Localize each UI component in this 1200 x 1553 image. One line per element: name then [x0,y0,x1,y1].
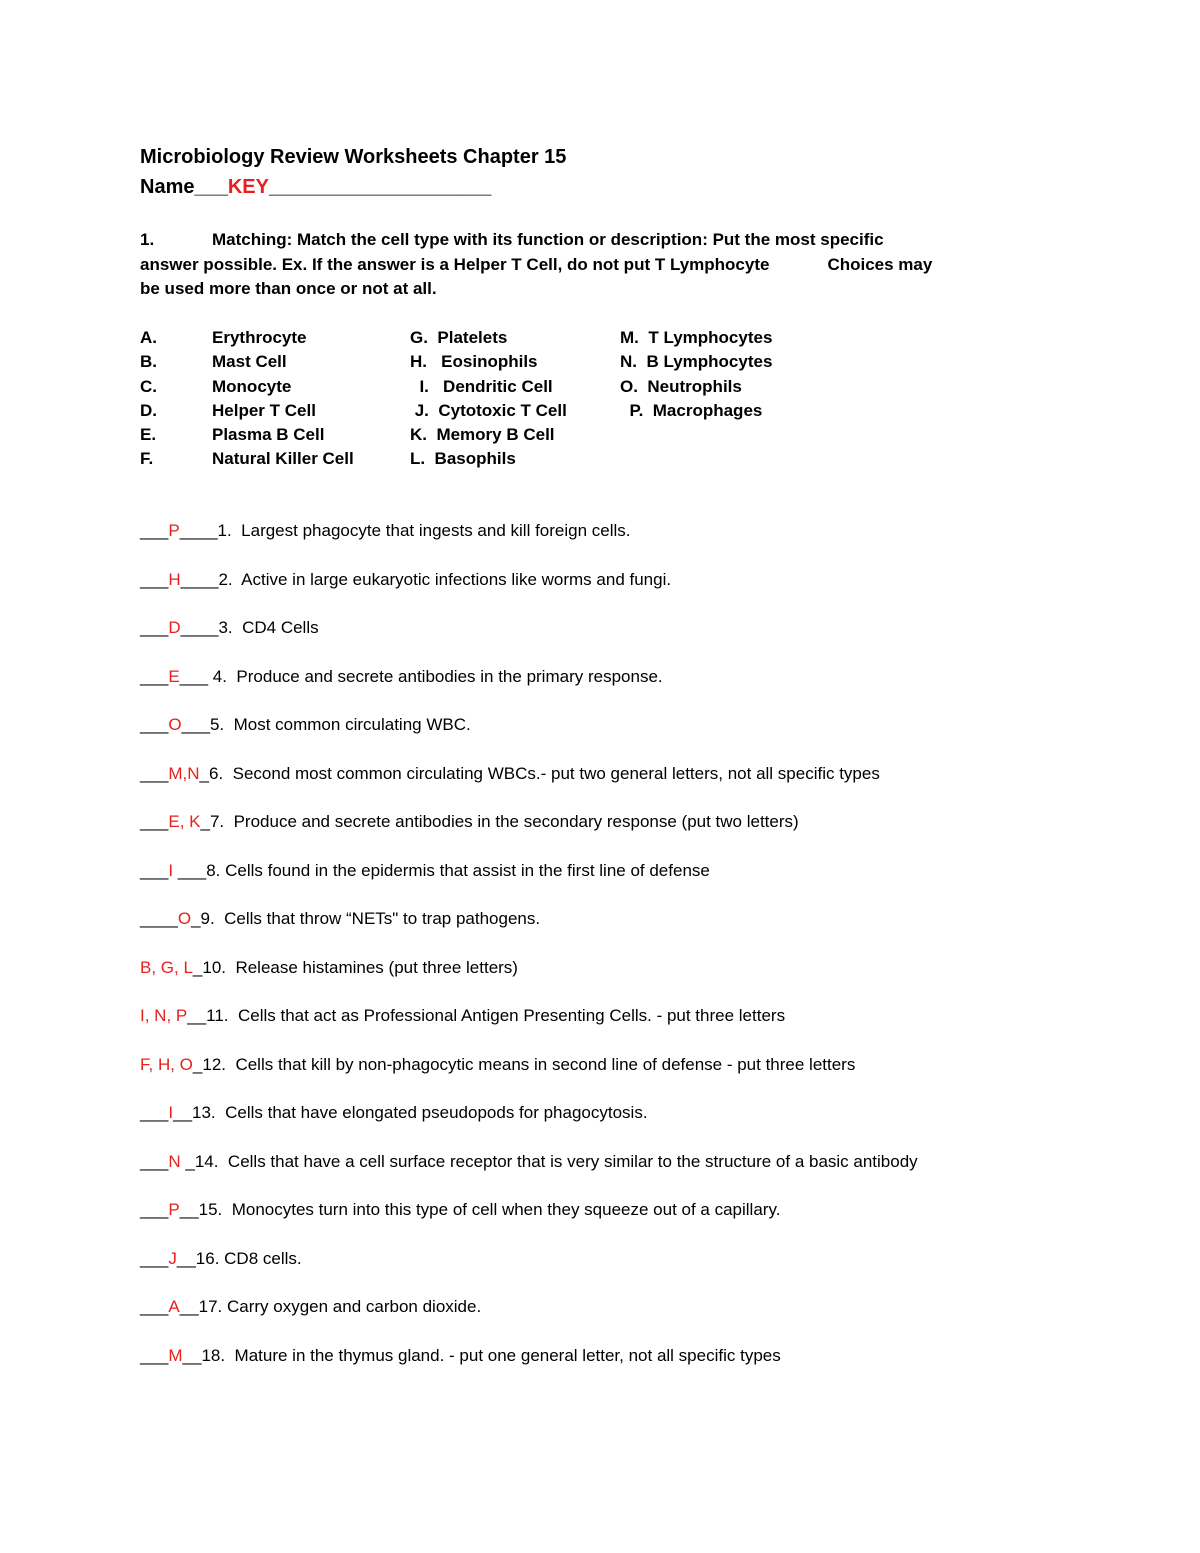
question-text: __11. Cells that act as Professional Antigen Presenting Cells. - put three letters [187,1006,786,1025]
question-item [140,1055,918,1104]
choice-text: Natural Killer Cell [212,449,354,469]
worksheet-title: Microbiology Review Worksheets Chapter 15 [140,146,567,168]
answer-key: E [168,666,180,686]
choice-letter: B. [140,352,157,372]
choice-text: L. Basophils [410,449,516,469]
choice-text: P. Macrophages [620,400,763,420]
question-item [140,1346,918,1395]
question-text: ____1. Largest phagocyte that ingests and kill foreign cells. [179,521,631,540]
choice-text: O. Neutrophils [620,376,742,396]
answer-blank: ____ [140,909,178,928]
instructions-line-1: Matching: Match the cell type with its function or description: Put the most specific [212,230,884,249]
answer-blank: ___ [140,666,169,686]
choice-text: G. Platelets [410,328,508,347]
question-text: __15. Monocytes turn into this type of cell when they squeeze out of a capillary. [179,1200,781,1219]
answer-key: D [168,618,181,637]
choice-letter: E. [140,425,157,445]
question-text: _9. Cells that throw “NETs" to trap pathogens. [191,909,541,928]
answer-key: A [168,1297,180,1316]
choice-text: Mast Cell [212,352,287,372]
question-text: __18. Mature in the thymus gland. - put one general letter, not all specific types [182,1345,781,1365]
question-text: ___ 4. Produce and secrete antibodies in the primary response. [179,666,663,686]
answer-blank: ___ [140,860,169,880]
choice-text: M. T Lymphocytes [620,328,773,347]
answer-key: M,N [168,763,200,783]
answer-blank: ___ [140,715,169,734]
name-label: Name___ [140,176,228,198]
answer-blank: ___ [140,1151,169,1171]
question-item [140,909,918,958]
question-number: 1. [140,230,155,249]
answer-blank: ___ [140,763,169,783]
question-text: __17. Carry oxygen and carbon dioxide. [179,1297,482,1316]
question-item [140,570,918,619]
question-text: __16. CD8 cells. [176,1248,302,1268]
answer-key: J [168,1248,177,1268]
answer-key: I [168,1103,174,1122]
matching-instructions [140,228,1065,302]
question-item [140,1103,918,1152]
question-item [140,618,918,667]
answer-blank: ___ [140,569,169,589]
question-text: __13. Cells that have elongated pseudopods for phagocytosis. [173,1103,648,1122]
answer-key: H [168,569,181,589]
question-text: _14. Cells that have a cell surface receptor that is very similar to the structure of a basic antibody [180,1151,918,1171]
question-item [140,764,918,813]
question-item [140,667,918,716]
answer-key: P [168,521,180,540]
answer-blank: ___ [140,1345,169,1365]
question-text: _10. Release histamines (put three letters) [192,957,518,977]
answer-blank: ___ [140,1200,169,1219]
question-text: ___5. Most common circulating WBC. [181,715,471,734]
choice-text: I. Dendritic Cell [410,376,553,396]
choice-text: N. B Lymphocytes [620,352,773,372]
answer-key: P [168,1200,180,1219]
question-item [140,861,918,910]
name-underline: ____________________ [268,176,492,198]
question-item [140,1152,918,1201]
name-value: KEY [227,176,269,198]
question-text: ___8. Cells found in the epidermis that assist in the first line of defense [177,860,710,880]
question-item [140,812,918,861]
question-list [140,521,918,1394]
choice-text: Monocyte [212,376,292,396]
question-item [140,715,918,764]
answer-key: B, G, L [140,957,193,977]
answer-blank: ___ [140,1248,169,1268]
answer-key: O [168,715,182,734]
answer-key: I, N, P [140,1006,188,1025]
answer-key: I [168,860,178,880]
answer-key: M [168,1345,183,1365]
answer-blank: ___ [140,1103,169,1122]
question-text: _7. Produce and secrete antibodies in the secondary response (put two letters) [200,812,799,831]
answer-blank: ___ [140,618,169,637]
choice-letter: F. [140,449,154,469]
answer-blank: ___ [140,1297,169,1316]
choice-text: J. Cytotoxic T Cell [410,400,567,420]
instructions-line-2b: Choices may [827,254,933,274]
question-text: ____3. CD4 Cells [180,618,319,637]
question-text: _6. Second most common circulating WBCs.- put two general letters, not all specific types [199,763,880,783]
answer-key: O [177,909,192,928]
question-item [140,521,918,570]
choice-text: Plasma B Cell [212,425,325,445]
choice-letter: C. [140,376,157,396]
answer-key: F, H, O [140,1054,193,1074]
question-text: _12. Cells that kill by non-phagocytic means in second line of defense - put three letters [192,1054,856,1074]
question-text: ____2. Active in large eukaryotic infections like worms and fungi. [180,569,672,589]
choice-text: H. Eosinophils [410,352,538,372]
name-line [140,176,491,199]
choice-letter: A. [140,328,157,347]
answer-blank: ___ [140,521,169,540]
question-item [140,1006,918,1055]
choice-text: Helper T Cell [212,400,316,420]
question-item [140,1200,918,1249]
question-item [140,958,918,1007]
answer-key: N [168,1151,181,1171]
question-item [140,1297,918,1346]
question-item [140,1249,918,1298]
choice-text: Erythrocyte [212,328,307,347]
answer-blank: ___ [140,812,169,831]
choice-text: K. Memory B Cell [410,425,555,445]
choice-letter: D. [140,400,157,420]
instructions-line-3: be used more than once or not at all. [140,279,437,298]
instructions-line-2: answer possible. Ex. If the answer is a Helper T Cell, do not put T Lymphocyte [140,254,770,274]
answer-key: E, K [168,812,201,831]
